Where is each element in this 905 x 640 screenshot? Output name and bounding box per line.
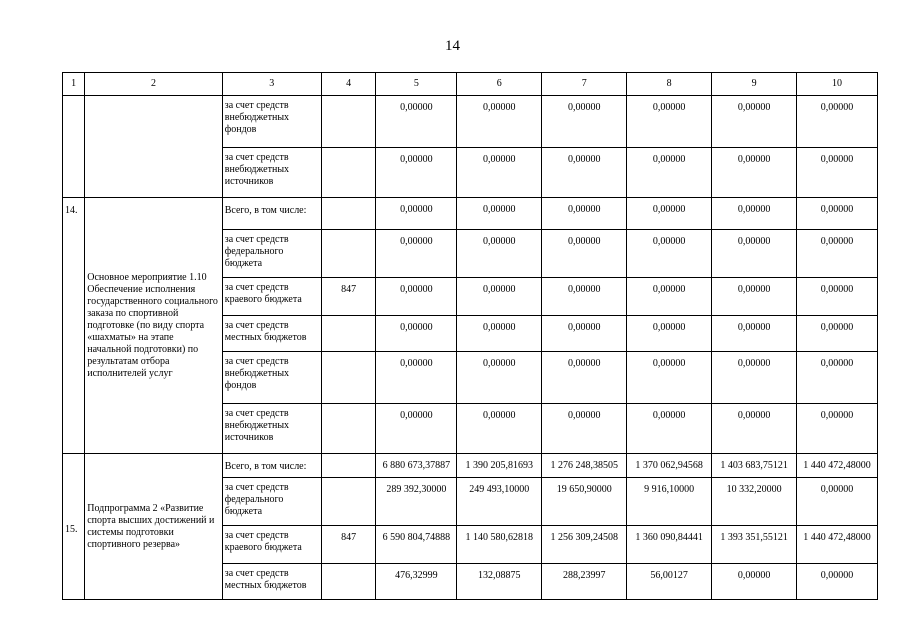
funding-source-cell: за счет средств краевого бюджета [222,526,321,564]
value-cell: 1 256 309,24508 [542,526,627,564]
code-cell: 847 [321,526,376,564]
code-cell [321,352,376,404]
value-cell: 0,00000 [376,316,457,352]
column-header: 2 [85,73,223,96]
value-cell: 0,00000 [542,352,627,404]
table-header-row [63,73,878,96]
value-cell: 476,32999 [376,564,457,600]
table-row [63,96,878,148]
value-cell: 0,00000 [797,230,878,278]
value-cell: 0,00000 [712,316,797,352]
description-cell: Подпрограмма 2 «Развитие спорта высших достижений и системы подготовки спортивного резерва» [85,454,223,600]
value-cell: 0,00000 [457,230,542,278]
value-cell: 0,00000 [627,148,712,198]
code-cell [321,454,376,478]
description-cell: Основное мероприятие 1.10 Обеспечение исполнения государственного социального заказа по спортивной подготовке (по виду спорта «шахматы» на этапе начальной подготовки) по результатам отбора исполнителей услуг [85,198,223,454]
column-header: 8 [627,73,712,96]
table-row [63,198,878,230]
value-cell: 1 440 472,48000 [797,526,878,564]
value-cell: 0,00000 [542,96,627,148]
value-cell: 288,23997 [542,564,627,600]
code-cell [321,316,376,352]
row-number-cell: 15. [63,454,85,600]
value-cell: 0,00000 [457,96,542,148]
value-cell: 132,08875 [457,564,542,600]
value-cell: 0,00000 [627,404,712,454]
funding-source-cell: за счет средств внебюджетных фондов [222,96,321,148]
value-cell: 0,00000 [712,230,797,278]
value-cell: 6 880 673,37887 [376,454,457,478]
column-header: 5 [376,73,457,96]
value-cell: 0,00000 [457,316,542,352]
value-cell: 1 360 090,84441 [627,526,712,564]
code-cell [321,198,376,230]
table-row [63,454,878,478]
value-cell: 0,00000 [376,96,457,148]
value-cell: 1 403 683,75121 [712,454,797,478]
value-cell: 1 276 248,38505 [542,454,627,478]
value-cell: 0,00000 [542,230,627,278]
value-cell: 0,00000 [376,230,457,278]
table-body [63,73,878,600]
funding-source-cell: за счет средств внебюджетных источников [222,148,321,198]
value-cell: 0,00000 [797,564,878,600]
value-cell: 1 440 472,48000 [797,454,878,478]
value-cell: 0,00000 [542,148,627,198]
value-cell: 0,00000 [627,316,712,352]
column-header: 10 [797,73,878,96]
value-cell: 10 332,20000 [712,478,797,526]
row-number-cell: 14. [63,198,85,454]
value-cell: 0,00000 [376,198,457,230]
value-cell: 0,00000 [627,198,712,230]
row-number-cell [63,96,85,198]
budget-table [62,72,878,600]
code-cell [321,478,376,526]
value-cell: 0,00000 [376,352,457,404]
value-cell: 0,00000 [457,352,542,404]
funding-source-cell: Всего, в том числе: [222,198,321,230]
value-cell: 0,00000 [627,96,712,148]
value-cell: 1 393 351,55121 [712,526,797,564]
value-cell: 0,00000 [712,198,797,230]
value-cell: 0,00000 [797,278,878,316]
value-cell: 0,00000 [712,278,797,316]
funding-source-cell: за счет средств местных бюджетов [222,316,321,352]
funding-source-cell: за счет средств местных бюджетов [222,564,321,600]
column-header: 6 [457,73,542,96]
value-cell: 0,00000 [627,352,712,404]
value-cell: 0,00000 [457,148,542,198]
value-cell: 1 140 580,62818 [457,526,542,564]
code-cell [321,230,376,278]
description-cell [85,96,223,198]
value-cell: 0,00000 [797,198,878,230]
value-cell: 0,00000 [376,278,457,316]
value-cell: 0,00000 [457,198,542,230]
funding-source-cell: за счет средств федерального бюджета [222,230,321,278]
funding-source-cell: Всего, в том числе: [222,454,321,478]
value-cell: 1 390 205,81693 [457,454,542,478]
page-number: 14 [445,38,460,54]
value-cell: 0,00000 [712,352,797,404]
value-cell: 0,00000 [627,230,712,278]
code-cell [321,148,376,198]
funding-source-cell: за счет средств федерального бюджета [222,478,321,526]
value-cell: 9 916,10000 [627,478,712,526]
column-header: 9 [712,73,797,96]
value-cell: 6 590 804,74888 [376,526,457,564]
column-header: 1 [63,73,85,96]
value-cell: 0,00000 [712,404,797,454]
value-cell: 0,00000 [712,148,797,198]
value-cell: 0,00000 [712,564,797,600]
value-cell: 0,00000 [542,198,627,230]
column-header: 4 [321,73,376,96]
value-cell: 0,00000 [627,278,712,316]
value-cell: 289 392,30000 [376,478,457,526]
value-cell: 249 493,10000 [457,478,542,526]
value-cell: 0,00000 [542,316,627,352]
column-header: 3 [222,73,321,96]
code-cell [321,96,376,148]
value-cell: 0,00000 [797,478,878,526]
code-cell [321,404,376,454]
value-cell: 0,00000 [797,96,878,148]
value-cell: 19 650,90000 [542,478,627,526]
value-cell: 0,00000 [376,404,457,454]
funding-source-cell: за счет средств краевого бюджета [222,278,321,316]
value-cell: 0,00000 [797,148,878,198]
value-cell: 0,00000 [376,148,457,198]
value-cell: 0,00000 [797,404,878,454]
value-cell: 1 370 062,94568 [627,454,712,478]
value-cell: 0,00000 [457,278,542,316]
value-cell: 0,00000 [542,404,627,454]
funding-source-cell: за счет средств внебюджетных фондов [222,352,321,404]
code-cell [321,564,376,600]
value-cell: 0,00000 [797,352,878,404]
funding-source-cell: за счет средств внебюджетных источников [222,404,321,454]
code-cell: 847 [321,278,376,316]
value-cell: 0,00000 [542,278,627,316]
column-header: 7 [542,73,627,96]
value-cell: 0,00000 [457,404,542,454]
value-cell: 56,00127 [627,564,712,600]
value-cell: 0,00000 [712,96,797,148]
value-cell: 0,00000 [797,316,878,352]
